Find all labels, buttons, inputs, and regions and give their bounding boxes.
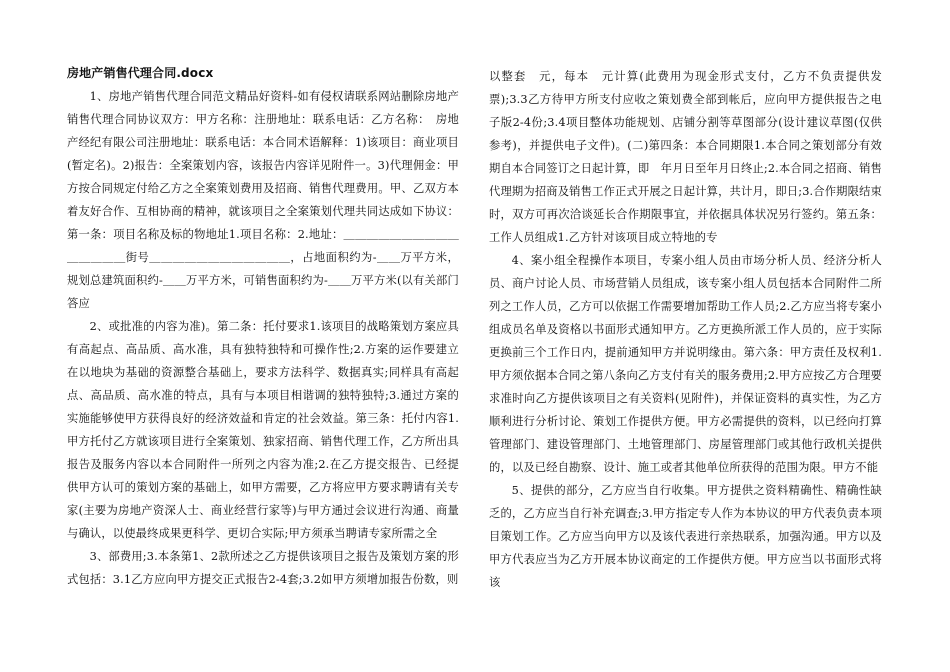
- paragraph-3-continued: 以整套 元，每本 元计算(此费用为现金形式支付，乙方不负责提供发票);3.3乙方待甲方所支付应收之策划费全部到帐后，应向甲方提供报告之电子版2-4份;3.4项目整体功能规划、店铺分割等草图部分(设计建议草图(仅供参考)，并提供电子文件)。(二)第四条：本合同期限1.本合同之策划部分有效期自本合同签订之日起计算，即 年月日至年月日终止;2.本合同之招商、销售代理期为招商及销售工作正式开展之日起计算，共计月，即日;3.合作期限结束时，双方可再次洽谈延长合作期限事宜，并依据具体状况另行签约。第五条：工作人员组成1.乙方针对该项目成立特地的专: [489, 70, 882, 244]
- left-column: [67, 62, 459, 591]
- paragraph-1: 1、房地产销售代理合同范文精品好资料-如有侵权请联系网站删除房地产销售代理合同协议双方：甲方名称：注册地址：联系电话：乙方名称： 房地产经纪有限公司注册地址：联系电话：本合同术语解释：1)该项目：商业项目(暂定名)。2)报告：全案策划内容，该报告内容详见附件一。3)代理佣金：甲方按合同规定付给乙方之全案策划费用及招商、销售代理费用。甲、乙双方本着友好合作、互相协商的精神，就该项目之全案策划代理共同达成如下协议：第一条：项目名称及标的物地址1.项目名称：2.地址：＿＿＿＿＿＿＿＿＿＿＿＿＿＿＿街号＿＿＿＿＿＿＿＿＿＿＿＿，占地面积约为-＿＿万平方米，规划总建筑面积约-＿＿万平方米，可销售面积约为-＿＿万平方米(以有关部门答应: [67, 90, 459, 310]
- paragraph-2: 2、或批准的内容为准)。第二条：托付要求1.该项目的战略策划方案应具有高起点、高品质、高水准，具有独特独特和可操作性;2.方案的运作要建立在以地块为基础的资源整合基础上，要求方法科学、数据真实;同样具有高起点、高品质、高水准的特点，具有与本项目相谐调的独特独特;3.通过方案的实施能够使甲方获得良好的经济效益和肯定的社会效益。第三条：托付内容1.甲方托付乙方就该项目进行全案策划、独家招商、销售代理工作，乙方所出具报告及服务内容以本合同附件一所列之内容为准;2.在乙方提交报告、已经提供甲方认可的策划方案的基础上，如甲方需要，乙方将应甲方要求聘请有关专家(主要为房地产资深人士、商业经营行家等)与甲方通过会议进行沟通、商量与确认，以使最终成果更科学、更切合实际;甲方须承当聘请专家所需之全: [67, 320, 459, 540]
- paragraph-4: 4、案小组全程操作本项目，专案小组人员由市场分析人员、经济分析人员、商户讨论人员、市场营销人员组成，该专案小组人员包括本合同附件二所列之工作人员，乙方可以依据工作需要增加帮助工作人员;2.乙方应当将专案小组成员名单及资格以书面形式通知甲方。乙方更换所派工作人员的，应于实际更换前三个工作日内，提前通知甲方并说明缘由。第六条：甲方责任及权利1.甲方须依据本合同之第八条向乙方支付有关的服务费用;2.甲方应按乙方合理要求准时向乙方提供该项目之有关资料(见附件)，并保证资料的真实性，为乙方顺利进行分析讨论、策划工作提供方便。甲方必需提供的资料，以已经向打算管理部门、建设管理部门、土地管理部门、房屋管理部门或其他行政机关提供的，以及已经自勘察、设计、施工或者其他单位所获得的范围为限。甲方不能: [489, 254, 882, 474]
- paragraph-3: 3、部费用;3.本条第1、2款所述之乙方提供该项目之报告及策划方案的形式包括：3.1乙方应向甲方提交正式报告2-4套;3.2如甲方须增加报告份数，则: [67, 550, 459, 586]
- right-column: [489, 65, 882, 594]
- paragraph-5: 5、提供的部分，乙方应当自行收集。甲方提供之资料精确性、精确性缺乏的，乙方应当自行补充调查;3.甲方指定专人作为本协议的甲方代表负责本项目策划工作。乙方应当向甲方以及该代表进行亲热联系，加强沟通。甲方以及甲方代表应当为乙方开展本协议商定的工作提供方便。甲方应当以书面形式将该: [489, 484, 882, 589]
- document-title: 房地产销售代理合同.docx: [67, 66, 214, 80]
